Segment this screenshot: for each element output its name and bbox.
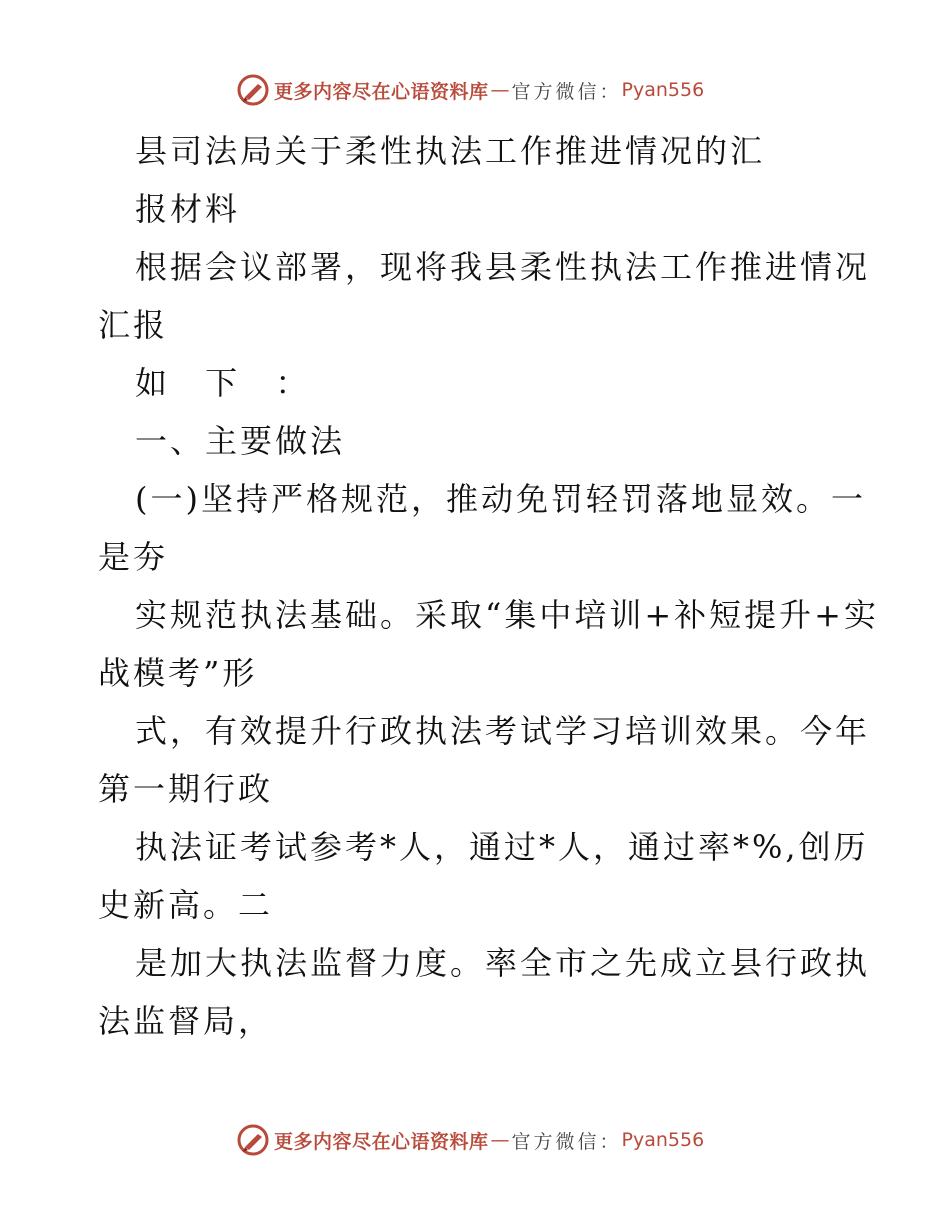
paragraph-line: 执法证考试参考*人，通过*人，通过率*%,创历	[135, 828, 869, 866]
paragraph-line: 战模考”形	[98, 654, 258, 692]
watermark-dash: —	[490, 79, 510, 101]
doc-title-line-2: 报材料	[135, 190, 241, 228]
section-heading: 一、主要做法	[135, 422, 346, 460]
watermark-id: Pyan556	[621, 79, 705, 101]
header-watermark	[236, 72, 704, 108]
paragraph-line: 是加大执法监督力度。率全市之先成立县行政执	[135, 944, 871, 982]
paragraph-line: 根据会议部署，现将我县柔性执法工作推进情况	[135, 248, 871, 286]
subsection-heading: (一)坚持严格规范，推动免罚轻罚落地显效。一	[135, 480, 866, 518]
pen-logo-icon	[236, 1123, 270, 1157]
paragraph-line: 实规范执法基础。采取“集中培训+补短提升+实	[135, 596, 879, 634]
paragraph-line: 式，有效提升行政执法考试学习培训效果。今年	[135, 712, 871, 750]
paragraph-line: 如 下 ：	[135, 364, 322, 402]
paragraph-line: 史新高。二	[98, 886, 274, 924]
watermark-official: 官方微信：	[511, 80, 622, 103]
paragraph-line: 第一期行政	[98, 770, 274, 808]
watermark-official: 官方微信：	[511, 1130, 622, 1153]
document-body	[98, 122, 879, 1050]
doc-title-line-1: 县司法局关于柔性执法工作推进情况的汇	[135, 132, 766, 170]
footer-watermark	[236, 1122, 704, 1158]
watermark-dash: —	[490, 1129, 510, 1151]
watermark-id: Pyan556	[621, 1129, 705, 1151]
watermark-brand: 更多内容尽在心语资料库	[274, 1130, 489, 1153]
pen-logo-icon	[236, 73, 270, 107]
paragraph-line: 法监督局，	[98, 1002, 274, 1040]
paragraph-line: 汇报	[98, 306, 169, 344]
paragraph-line: 是夯	[98, 538, 169, 576]
watermark-brand: 更多内容尽在心语资料库	[274, 80, 489, 103]
